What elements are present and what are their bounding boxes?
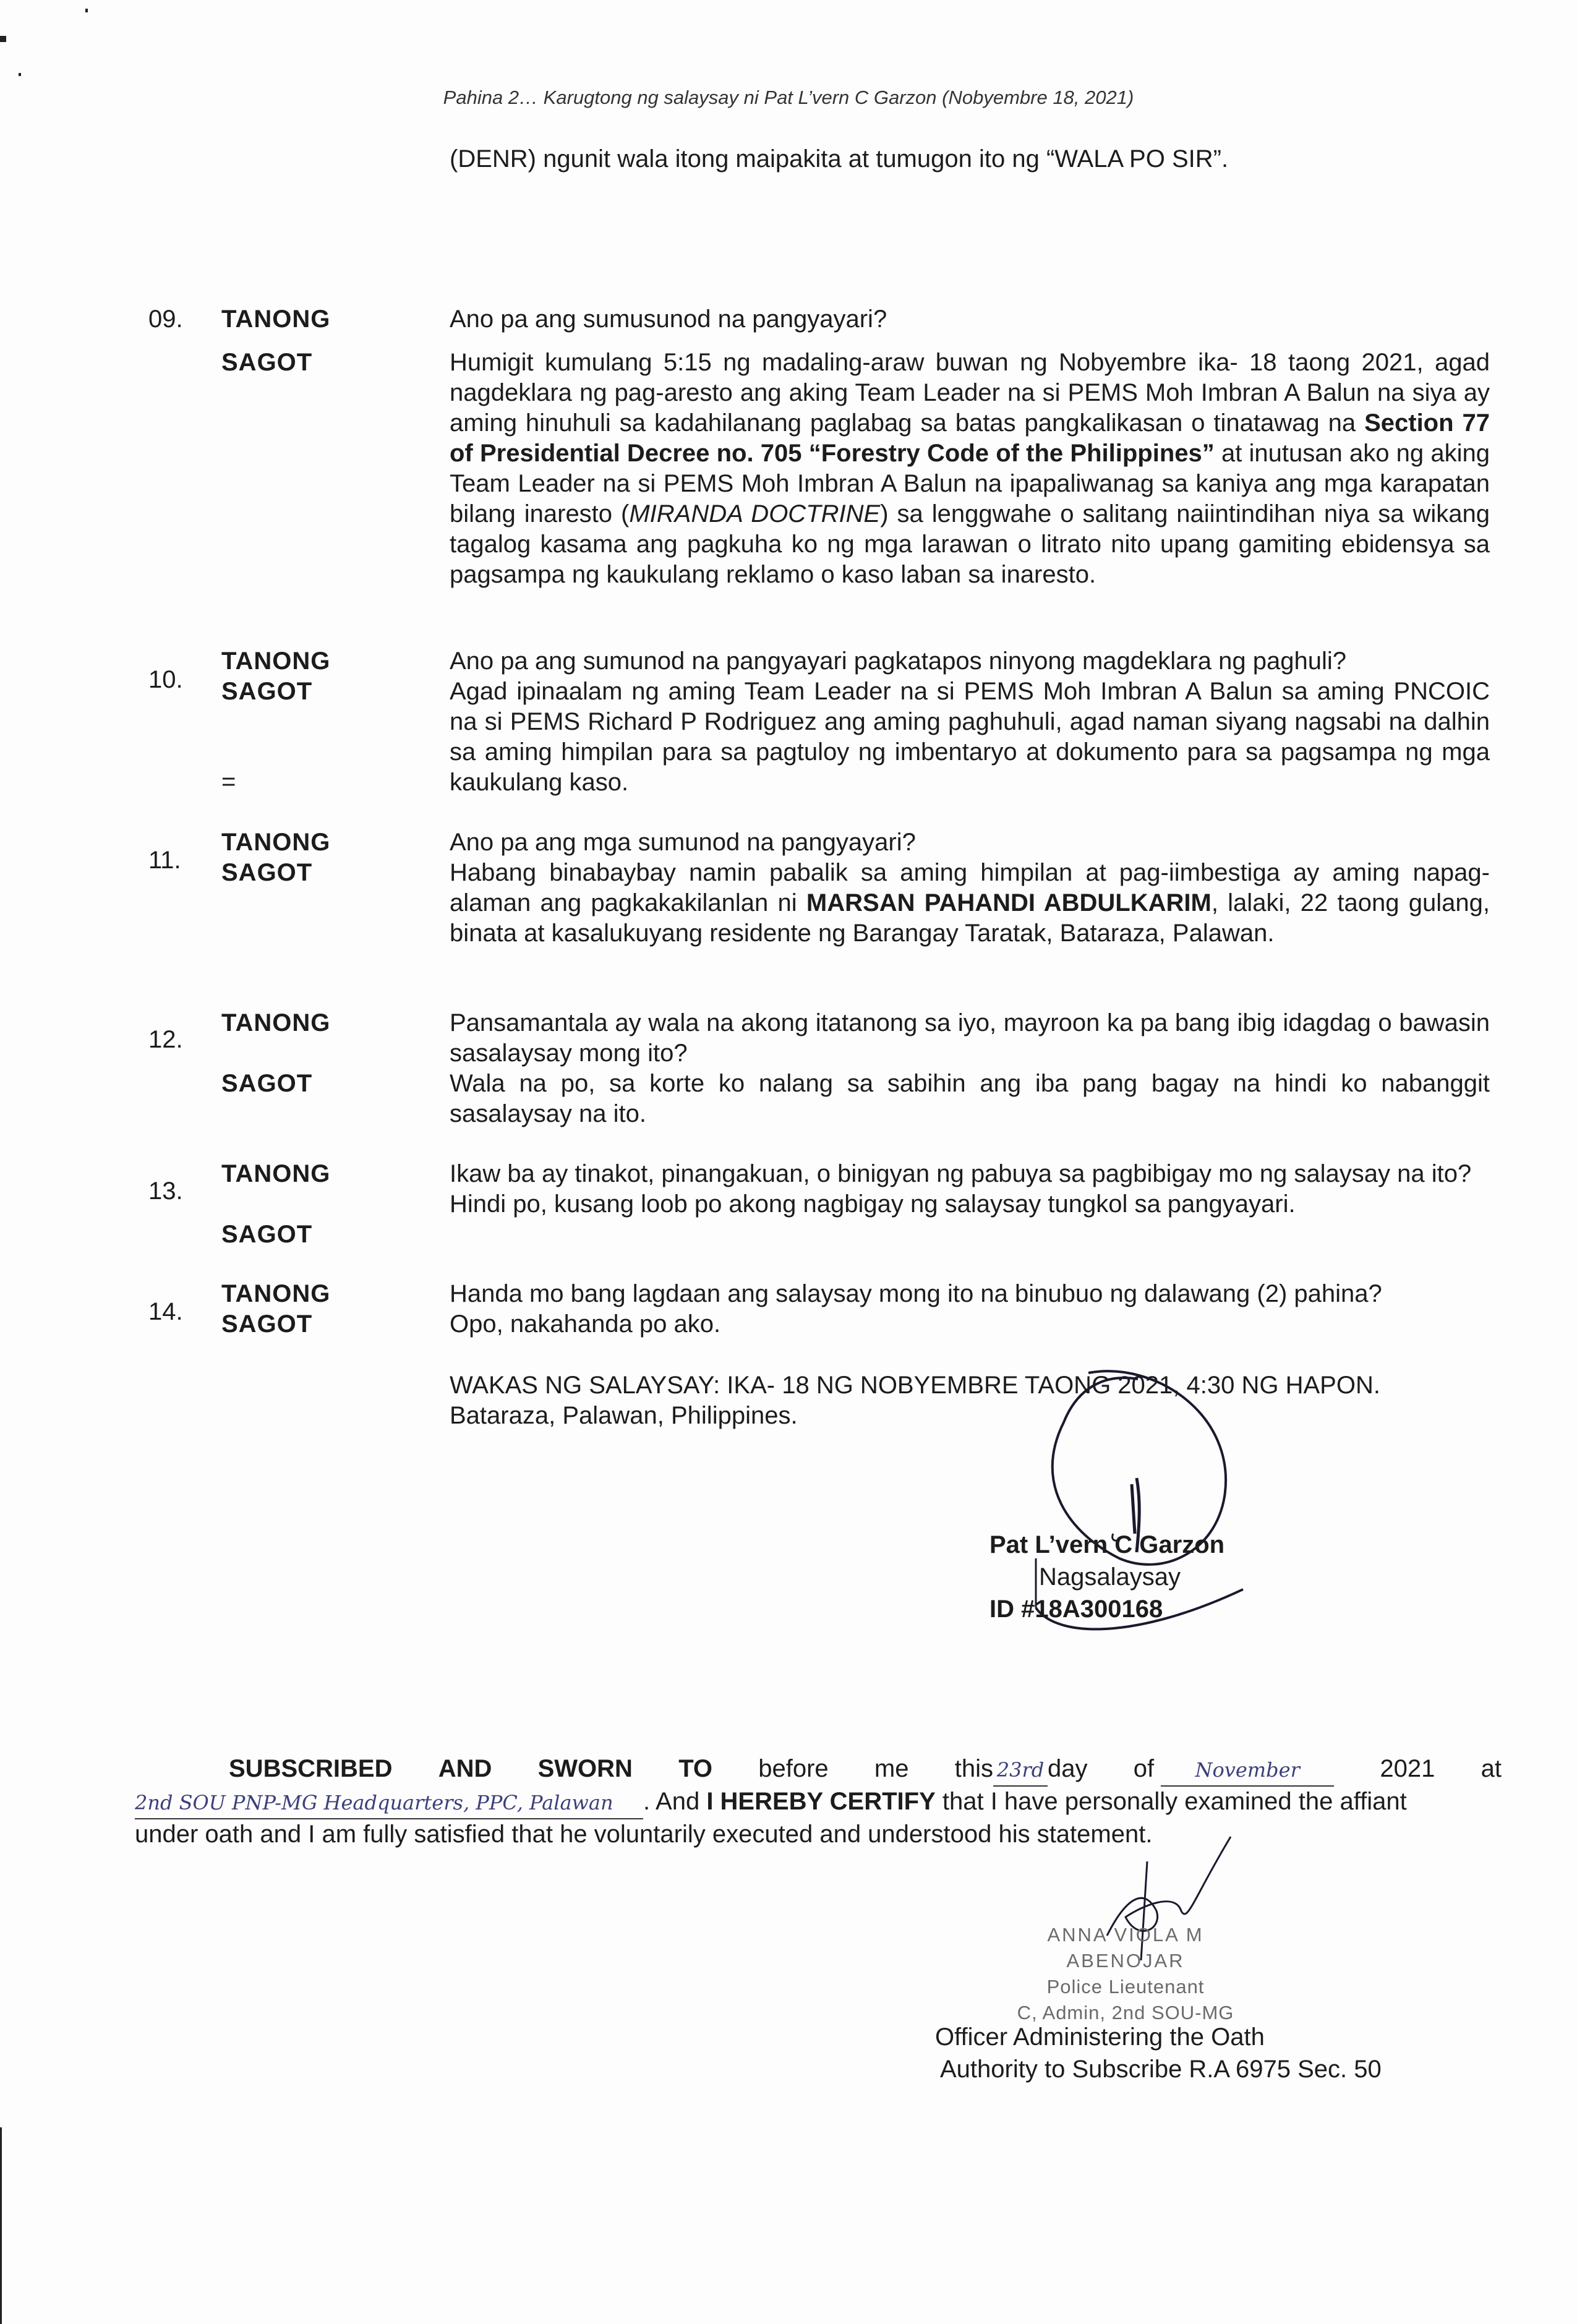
question-text: Ikaw ba ay tinakot, pinangakuan, o binigyan ng pabuya sa pagbibigay mo ng salaysay na ito? [450, 1160, 1472, 1187]
jurat-word: SUBSCRIBED [229, 1755, 393, 1782]
closing-line: WAKAS NG SALAYSAY: IKA- 18 NG NOBYEMBRE TAONG 2021, 4:30 NG HAPON. [450, 1372, 1380, 1399]
sagot-label: SAGOT [221, 1221, 313, 1248]
page-header: Pahina 2… Karugtong ng salaysay ni Pat L’vern C Garzon (Nobyembre 18, 2021) [443, 87, 1134, 108]
answer-text: Opo, nakahanda po ako. [450, 1310, 721, 1338]
answer-italic-segment: MIRANDA DOCTRINE [629, 500, 881, 528]
answer-segment: , lalaki, 22 taong gulang, binata at kasalukuyang residente ng Barangay Taratak, Bataraza, Palawan. [450, 889, 1490, 947]
item-number: 10. [148, 666, 183, 693]
tanong-label: TANONG [221, 647, 331, 675]
answer-text [450, 858, 1490, 949]
handwritten-place: 2nd SOU PNP-MG Headquarters, PPC, Palawan [135, 1788, 643, 1819]
answer-segment: Habang binabaybay namin pabalik sa aming himpilan at pag-iimbestiga ay aming napag-alaman ang pagkakakilanlan ni [450, 859, 1490, 916]
jurat-text: that I have personally examined the affiant [935, 1788, 1407, 1815]
affiant-name: Pat L’vern C Garzon [989, 1531, 1225, 1558]
answer-text: Hindi po, kusang loob po akong nagbigay ng salaysay tungkol sa pangyayari. [450, 1190, 1296, 1218]
answer-segment: at inutusan ako ng aking Team Leader na si PEMS Moh Imbran A Balun na ipapaliwanag sa kaniya ang mga karapatan bilang inaresto ( [450, 440, 1490, 528]
item-11 [450, 827, 1490, 949]
sagot-label: SAGOT [221, 859, 313, 886]
continuation-line: (DENR) ngunit wala itong maipakita at tumugon ito ng “WALA PO SIR”. [450, 145, 1229, 173]
sagot-label: SAGOT [221, 678, 313, 705]
stamp-rank: Police Lieutenant [1046, 1976, 1205, 1997]
jurat-line: under oath and I am fully satisfied that he voluntarily executed and understood his statement. [135, 1821, 1153, 1848]
jurat-word: before [758, 1755, 829, 1782]
closing-place: Bataraza, Palawan, Philippines. [450, 1402, 798, 1429]
tanong-label: TANONG [221, 829, 331, 856]
affiant-role: Nagsalaysay [1039, 1563, 1181, 1591]
tanong-label: TANONG [221, 1280, 331, 1307]
answer-bold-segment: MARSAN PAHANDI ABDULKARIM [806, 889, 1212, 916]
item-13 [450, 1159, 1490, 1220]
item-number: 12. [148, 1026, 183, 1053]
equals-mark: = [221, 768, 236, 795]
item-number: 11. [148, 847, 181, 874]
jurat-word [955, 1754, 1088, 1787]
jurat-paragraph [135, 1754, 1502, 1850]
question-text: Ano pa ang mga sumunod na pangyayari? [450, 829, 916, 856]
tanong-label: TANONG [221, 1009, 331, 1036]
officer-stamp [1002, 1922, 1249, 2026]
jurat-word: 2021 [1380, 1755, 1435, 1782]
item-number: 09. [148, 305, 183, 333]
jurat-word: at [1481, 1755, 1502, 1782]
affiant-id: ID #18A300168 [989, 1596, 1163, 1623]
jurat-word: AND [438, 1755, 492, 1782]
question-text: Ano pa ang sumusunod na pangyayari? [450, 305, 887, 333]
scan-speck [19, 73, 21, 76]
jurat-word: me [874, 1755, 909, 1782]
affiant-block [989, 1529, 1262, 1625]
jurat-word: SWORN [537, 1755, 633, 1782]
sagot-label: SAGOT [221, 349, 313, 376]
jurat-word: this [954, 1755, 993, 1782]
officer-block [935, 2021, 1382, 2085]
scan-speck [85, 9, 88, 12]
question-text: Ano pa ang sumunod na pangyayari pagkatapos ninyong magdeklara ng paghuli? [450, 647, 1346, 675]
jurat-text: . And [643, 1788, 707, 1815]
stamp-name: ANNA VIOLA M ABENOJAR [1047, 1924, 1204, 1972]
jurat-line [135, 1787, 1502, 1819]
answer-text: Wala na po, sa korte ko nalang sa sabihin ang iba pang bagay na hindi ko nabanggit sasalaysay na ito. [450, 1070, 1490, 1127]
item-14 [450, 1279, 1490, 1339]
stamp-position: C, Admin, 2nd SOU-MG [1017, 2002, 1234, 2023]
officer-authority: Authority to Subscribe R.A 6975 Sec. 50 [940, 2056, 1382, 2083]
item-09 [450, 304, 1490, 590]
answer-text [450, 348, 1490, 590]
scan-edge-line [0, 2127, 2, 2324]
item-10 [450, 646, 1490, 798]
jurat-word: of [1133, 1755, 1155, 1782]
tanong-label: TANONG [221, 305, 331, 333]
scan-speck [0, 36, 6, 42]
item-12 [450, 1008, 1490, 1129]
answer-text: Agad ipinaalam ng aming Team Leader na si PEMS Moh Imbran A Balun sa aming PNCOIC na si PEMS Richard P Rodriguez ang aming paghuhuli, agad naman siyang nagsabi na dalhin sa aming himpilan para sa pagtuloy ng imbentaryo at dokumento para sa pagsampa ng mga kaukulang kaso. [450, 678, 1490, 796]
closing-statement [450, 1370, 1501, 1431]
tanong-label: TANONG [221, 1160, 331, 1187]
jurat-certify: I HEREBY CERTIFY [706, 1788, 936, 1815]
item-number: 14. [148, 1298, 183, 1325]
answer-segment: ) sa lenggwahe o salitang naiintindihan niya sa wikang tagalog kasama ang pagkuha ko ng mga larawan o litrato nito upang gamiting ebidensya sa pagsampa ng kaukulang reklamo o kaso laban sa inaresto. [450, 500, 1490, 588]
jurat-line [135, 1754, 1502, 1787]
item-number: 13. [148, 1177, 183, 1205]
sagot-label: SAGOT [221, 1310, 313, 1338]
answer-segment: Humigit kumulang 5:15 ng madaling-araw buwan ng Nobyembre ika- 18 taong 2021, agad nagdeklara ng pag-aresto ang aking Team Leader na si PEMS Moh Imbran A Balun na siya ay aming hinuhuli sa kadahilanang paglabag sa batas pangkalikasan o tinatawag na [450, 349, 1490, 437]
jurat-word [1134, 1754, 1334, 1787]
question-text: Pansamantala ay wala na akong itatanong sa iyo, mayroon ka pa bang ibig idagdag o bawasin sasalaysay mong ito? [450, 1009, 1490, 1067]
question-text: Handa mo bang lagdaan ang salaysay mong ito na binubuo ng dalawang (2) pahina? [450, 1280, 1382, 1307]
officer-title: Officer Administering the Oath [935, 2023, 1265, 2051]
handwritten-day: 23rd [993, 1755, 1048, 1787]
answer-bold-segment: Section 77 of Presidential Decree no. 705 “Forestry Code of the Philippines” [450, 409, 1490, 467]
sagot-label: SAGOT [221, 1070, 313, 1097]
jurat-word: day [1047, 1755, 1088, 1782]
handwritten-month: November [1161, 1755, 1334, 1787]
jurat-word: TO [678, 1755, 713, 1782]
